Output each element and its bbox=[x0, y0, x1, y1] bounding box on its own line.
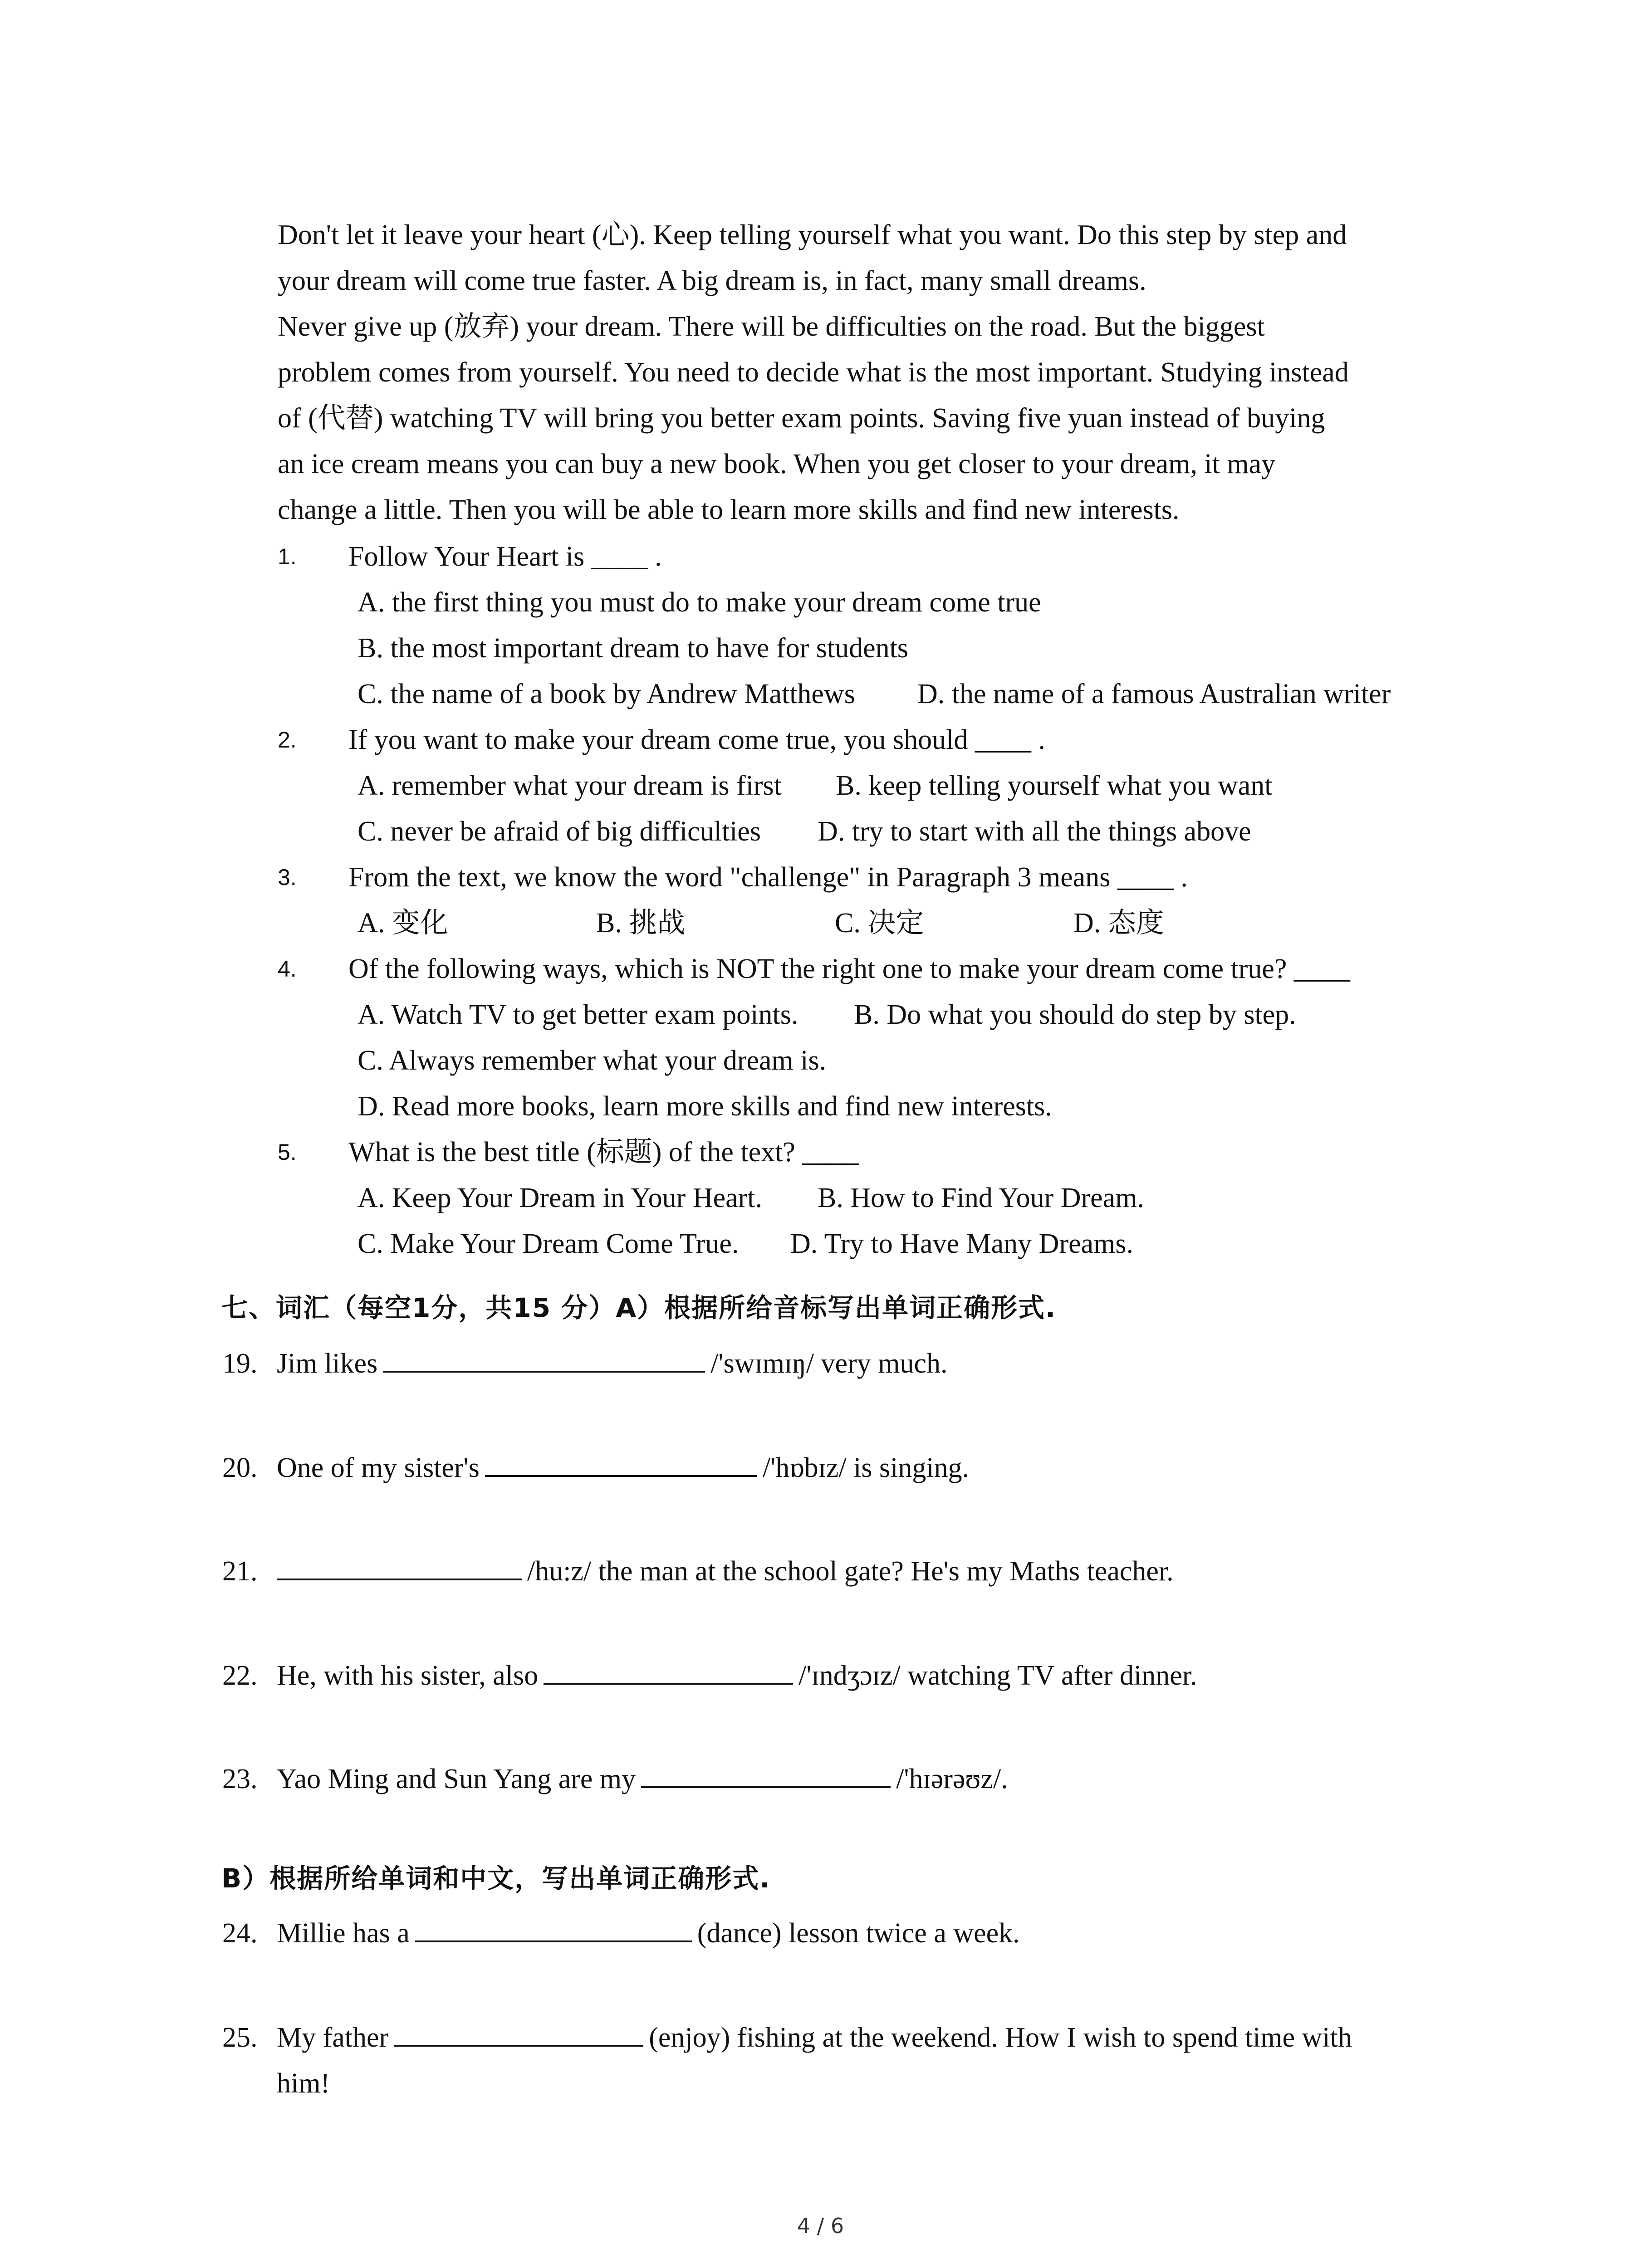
question-stem: Of the following ways, which is NOT the right one to make your dream come true? ____ bbox=[348, 953, 1350, 984]
item-text-after: /hu:z/ the man at the school gate? He's my Maths teacher. bbox=[527, 1556, 1174, 1587]
option: D. Try to Have Many Dreams. bbox=[790, 1228, 1133, 1259]
item-text-after: (enjoy) fishing at the weekend. How I wish to spend time with bbox=[649, 2022, 1352, 2053]
item-number: 21. bbox=[222, 1556, 258, 1587]
option-row bbox=[278, 900, 1503, 946]
option-row bbox=[278, 671, 1503, 717]
page-number: 4 / 6 bbox=[797, 2214, 844, 2238]
item-text-before: My father bbox=[277, 2022, 389, 2053]
option: A. the first thing you must do to make your dream come true bbox=[358, 587, 1041, 618]
option: B. keep telling yourself what you want bbox=[836, 770, 1273, 801]
passage-line: of (代替) watching TV will bring you better exam points. Saving five yuan instead of buying bbox=[278, 403, 1325, 434]
item-continuation: him! bbox=[277, 2068, 330, 2099]
option-row bbox=[278, 992, 1503, 1038]
item-text-before: Yao Ming and Sun Yang are my bbox=[277, 1764, 636, 1794]
item-text-after: /'ɪndʒɔɪz/ watching TV after dinner. bbox=[798, 1660, 1197, 1691]
item-body bbox=[277, 1445, 969, 1491]
item-body bbox=[277, 1911, 1020, 1956]
option: C. the name of a book by Andrew Matthews bbox=[358, 679, 855, 709]
item-body bbox=[277, 1756, 1008, 1802]
item-body bbox=[277, 2015, 1352, 2061]
item-number: 19. bbox=[222, 1348, 258, 1379]
answer-blank[interactable] bbox=[277, 1550, 522, 1580]
question-number: 5. bbox=[278, 1139, 297, 1165]
option-row bbox=[278, 763, 1503, 809]
answer-blank[interactable] bbox=[383, 1343, 705, 1373]
option: C. Always remember what your dream is. bbox=[358, 1045, 827, 1076]
item-number: 23. bbox=[222, 1764, 258, 1794]
option: B. the most important dream to have for students bbox=[358, 633, 908, 664]
question-stem: Follow Your Heart is ____ . bbox=[348, 541, 662, 572]
option-row bbox=[278, 1221, 1503, 1267]
question-number: 1. bbox=[278, 544, 297, 569]
question-list bbox=[278, 534, 1503, 1267]
passage-line: your dream will come true faster. A big dream is, in fact, many small dreams. bbox=[278, 265, 1146, 296]
item-body bbox=[277, 1653, 1197, 1699]
reading-passage bbox=[278, 212, 1475, 533]
item-number: 24. bbox=[222, 1918, 258, 1949]
question-number: 3. bbox=[278, 865, 297, 890]
section-a-heading: 七、词汇（每空1分，共15 分）A）根据所给音标写出单词正确形式. bbox=[221, 1292, 1057, 1323]
question-number: 4. bbox=[278, 956, 297, 982]
item-text-before: One of my sister's bbox=[277, 1452, 480, 1483]
option: C. never be afraid of big difficulties bbox=[358, 816, 761, 847]
option: D. the name of a famous Australian writer bbox=[917, 679, 1391, 709]
option: A. remember what your dream is first bbox=[358, 770, 782, 801]
passage-line: change a little. Then you will be able to learn more skills and find new interests. bbox=[278, 494, 1180, 525]
answer-blank[interactable] bbox=[641, 1758, 891, 1788]
item-body bbox=[277, 1341, 947, 1387]
option-row bbox=[278, 809, 1503, 855]
item-text-after: /'swɪmɪŋ/ very much. bbox=[710, 1348, 948, 1379]
item-text-after: /'hɒbɪz/ is singing. bbox=[762, 1452, 970, 1483]
option-row bbox=[278, 626, 1503, 671]
item-text-before: He, with his sister, also bbox=[277, 1660, 539, 1691]
answer-blank[interactable] bbox=[394, 2017, 643, 2047]
answer-blank[interactable] bbox=[485, 1447, 757, 1477]
option: A. Watch TV to get better exam points. bbox=[358, 999, 798, 1030]
item-text-before: Millie has a bbox=[277, 1918, 410, 1949]
question-stem: If you want to make your dream come true, you should ____ . bbox=[348, 724, 1045, 755]
option-row bbox=[278, 1084, 1503, 1129]
option: A. Keep Your Dream in Your Heart. bbox=[358, 1183, 763, 1213]
item-text-after: /'hɪərəʊz/. bbox=[896, 1764, 1008, 1794]
option-row bbox=[278, 1038, 1503, 1084]
item-number: 25. bbox=[222, 2022, 258, 2053]
passage-line: problem comes from yourself. You need to decide what is the most important. Studying instead bbox=[278, 357, 1349, 388]
question-number: 2. bbox=[278, 727, 297, 753]
question-stem: From the text, we know the word "challenge" in Paragraph 3 means ____ . bbox=[348, 862, 1188, 893]
item-body bbox=[277, 1549, 1174, 1594]
item-number: 22. bbox=[222, 1660, 258, 1691]
answer-blank[interactable] bbox=[415, 1912, 692, 1942]
passage-line: Don't let it leave your heart (心). Keep telling yourself what you want. Do this step by step and bbox=[278, 220, 1347, 250]
question-3 bbox=[278, 855, 1503, 900]
question-stem: What is the best title (标题) of the text? ____ bbox=[348, 1137, 859, 1168]
option: C. Make Your Dream Come True. bbox=[358, 1228, 739, 1259]
answer-blank[interactable] bbox=[544, 1655, 793, 1685]
item-text-before: Jim likes bbox=[277, 1348, 378, 1379]
passage-line: an ice cream means you can buy a new book. When you get closer to your dream, it may bbox=[278, 449, 1276, 479]
question-2 bbox=[278, 717, 1503, 763]
option: B. Do what you should do step by step. bbox=[854, 999, 1296, 1030]
item-text-after: (dance) lesson twice a week. bbox=[697, 1918, 1020, 1949]
option: D. try to start with all the things above bbox=[818, 816, 1251, 847]
option: A. 变化 bbox=[358, 908, 448, 938]
option: D. 态度 bbox=[1073, 908, 1164, 938]
question-1 bbox=[278, 534, 1503, 580]
option-row bbox=[278, 1175, 1503, 1221]
item-number: 20. bbox=[222, 1452, 258, 1483]
question-4 bbox=[278, 946, 1503, 992]
option: D. Read more books, learn more skills and find new interests. bbox=[358, 1091, 1052, 1122]
option: C. 决定 bbox=[835, 908, 924, 938]
option: B. 挑战 bbox=[596, 908, 686, 938]
option: B. How to Find Your Dream. bbox=[818, 1183, 1144, 1213]
section-b-heading: B）根据所给单词和中文，写出单词正确形式. bbox=[221, 1863, 771, 1894]
option-row bbox=[278, 580, 1503, 626]
passage-line: Never give up (放弃) your dream. There will be difficulties on the road. But the biggest bbox=[278, 311, 1265, 342]
question-5 bbox=[278, 1129, 1503, 1175]
